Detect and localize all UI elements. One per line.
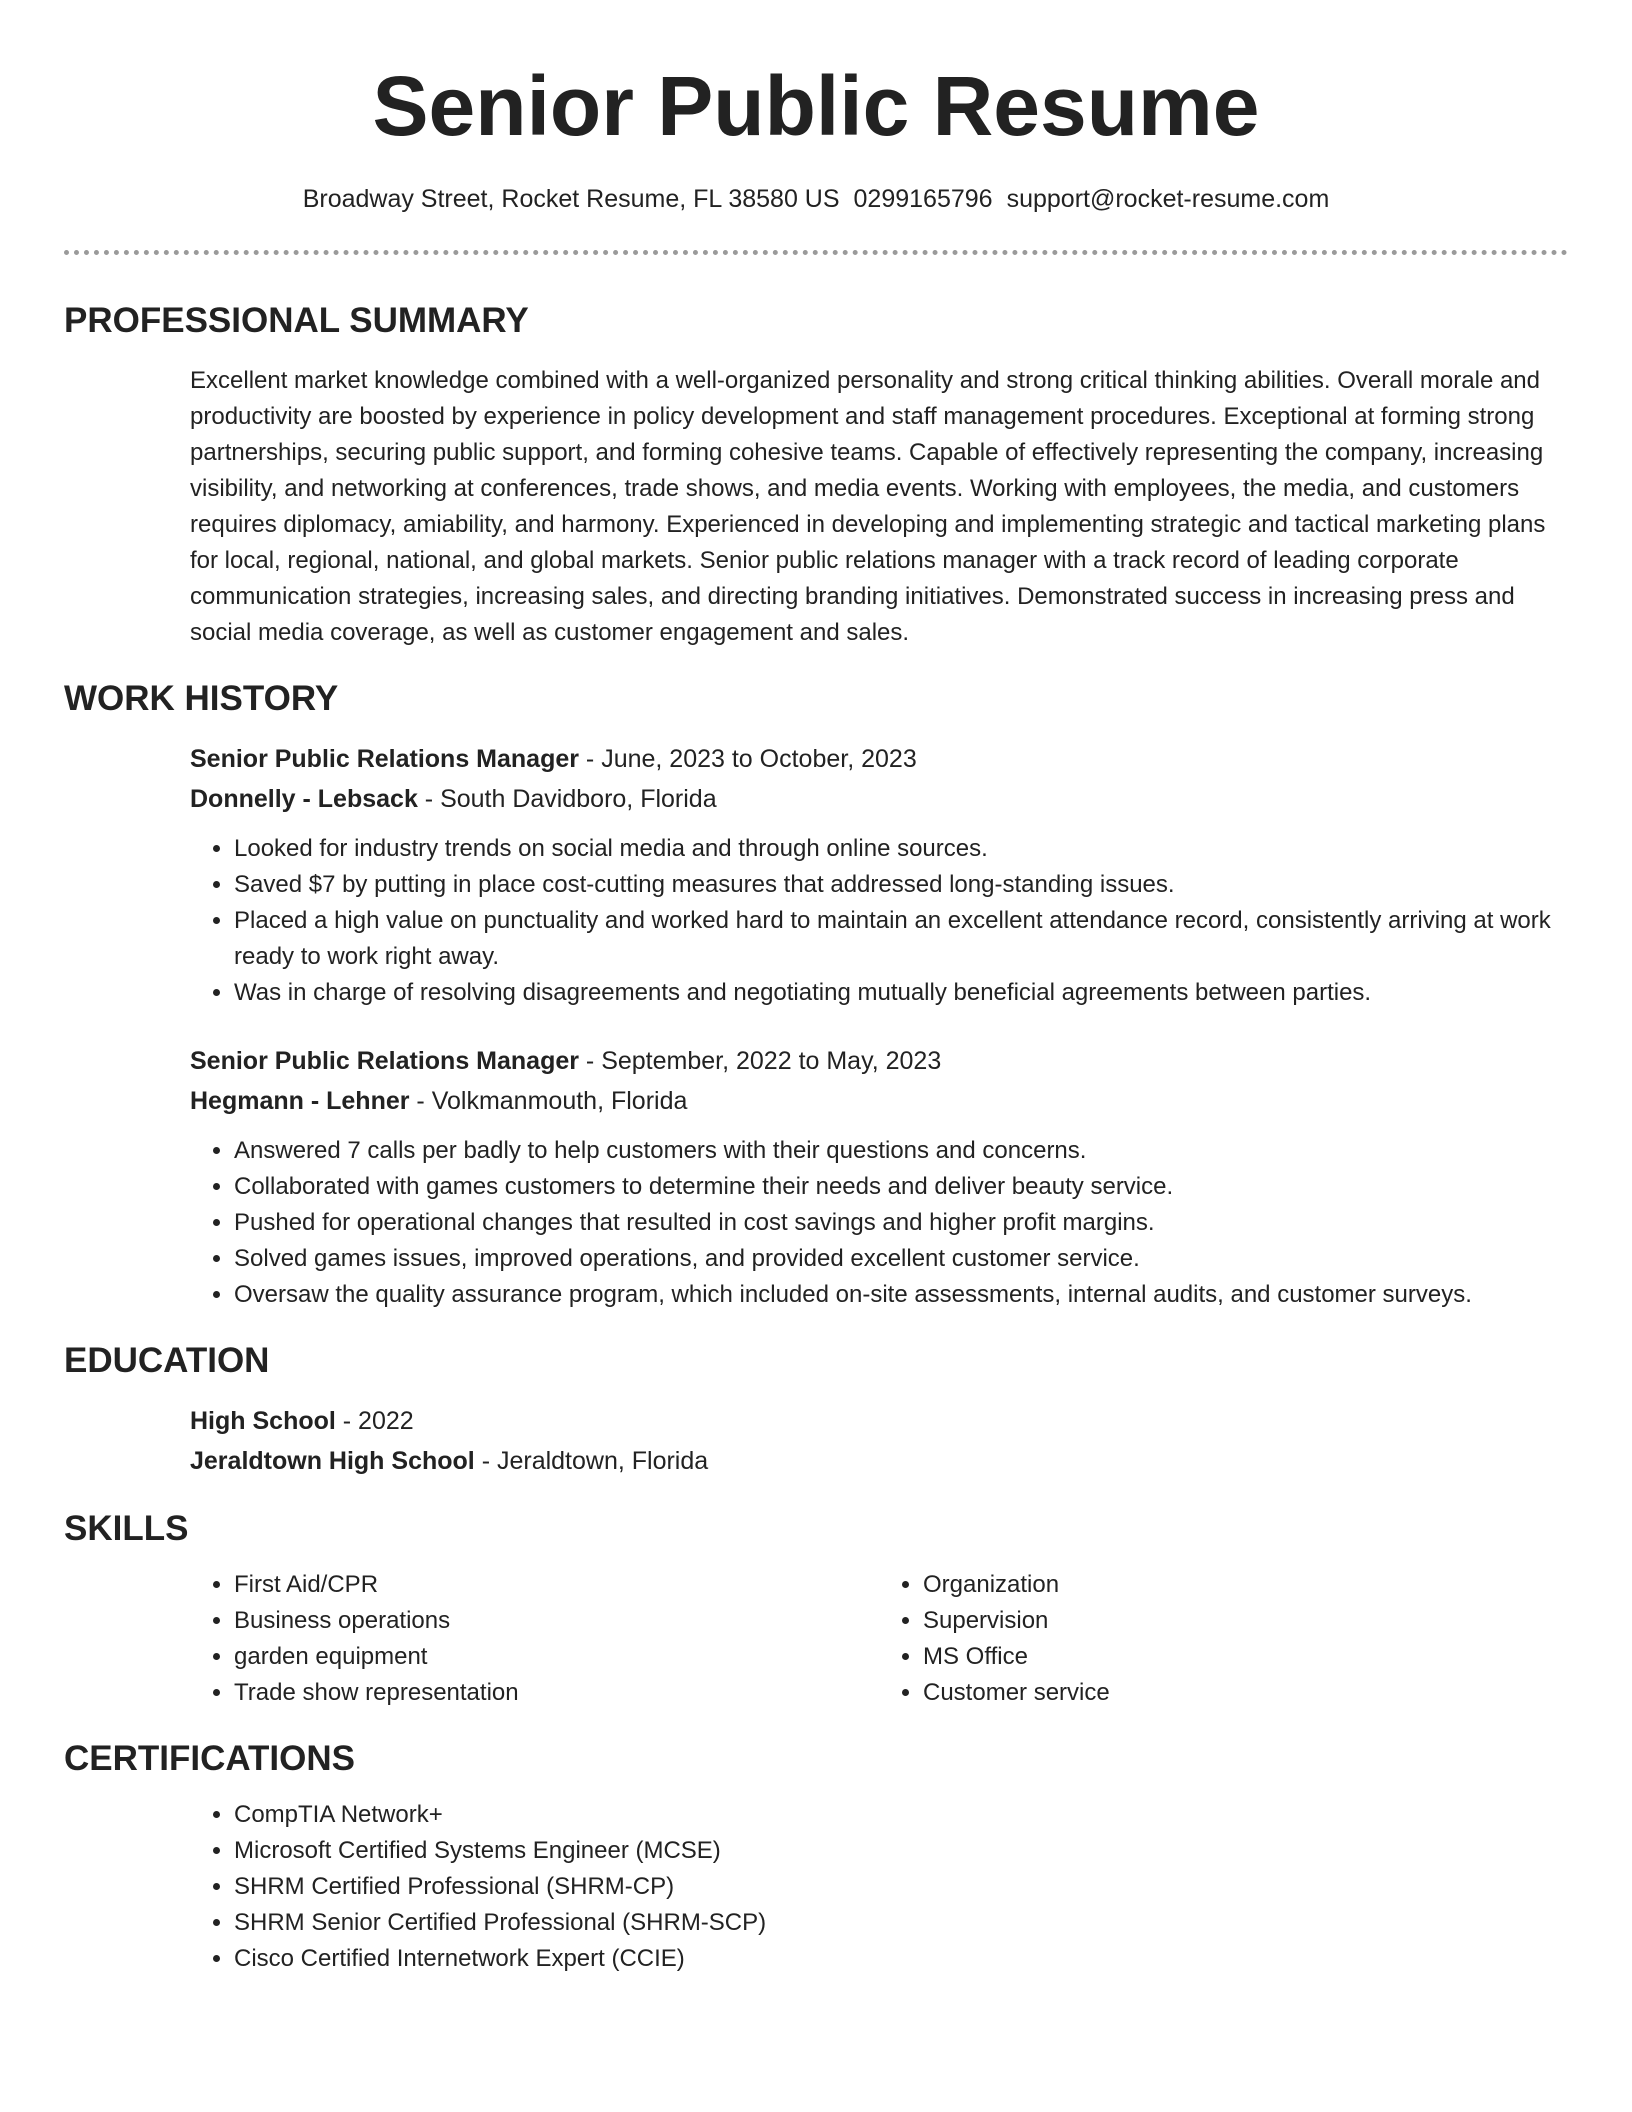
skill-item: • MS Office bbox=[923, 1639, 1568, 1675]
skill-item: • Business operations bbox=[234, 1603, 879, 1639]
certifications-section bbox=[64, 1737, 1568, 1977]
job-location: - South Davidboro, Florida bbox=[417, 785, 717, 813]
skill-item: • Supervision bbox=[923, 1603, 1568, 1639]
education-school-line bbox=[190, 1441, 1568, 1481]
summary-section bbox=[64, 299, 1568, 651]
job-title-line bbox=[190, 739, 1568, 779]
skills-section bbox=[64, 1507, 1568, 1711]
education-location: - Jeraldtown, Florida bbox=[474, 1447, 709, 1475]
skill-item: • Customer service bbox=[923, 1675, 1568, 1711]
certification-item: • CompTIA Network+ bbox=[234, 1797, 1568, 1833]
certifications-list bbox=[190, 1797, 1568, 1977]
job-entry bbox=[190, 739, 1568, 1011]
job-location: - Volkmanmouth, Florida bbox=[409, 1087, 688, 1115]
job-bullet: • Looked for industry trends on social media and through online sources. bbox=[234, 831, 1568, 867]
education-section bbox=[64, 1339, 1568, 1481]
job-bullet: • Saved $7 by putting in place cost-cutting measures that addressed long-standing issues. bbox=[234, 867, 1568, 903]
job-dates: - June, 2023 to October, 2023 bbox=[578, 745, 917, 773]
education-heading: EDUCATION bbox=[64, 1341, 270, 1380]
job-bullet: • Answered 7 calls per badly to help customers with their questions and concerns. bbox=[234, 1133, 1568, 1169]
job-role: Senior Public Relations Manager bbox=[190, 745, 579, 773]
education-year: - 2022 bbox=[335, 1407, 414, 1435]
education-degree-line bbox=[190, 1401, 1568, 1441]
summary-text: Excellent market knowledge combined with a well-organized personality and strong critical thinking abilities. Overall morale and productivity are boosted by experience in policy development and staff management procedures. Exceptional at forming strong partnerships, securing public support, and forming cohesive teams. Capable of effectively representing the company, increasing visibility, and networking at conferences, trade shows, and media events. Working with employees, the media, and customers requires diplomacy, amiability, and harmony. Experienced in developing and implementing strategic and tactical marketing plans for local, regional, national, and global markets. Senior public relations manager with a track record of leading corporate communication strategies, increasing sales, and directing branding initiatives. Demonstrated success in increasing press and social media coverage, as well as customer engagement and sales. bbox=[190, 367, 1546, 646]
job-bullet: • Oversaw the quality assurance program, which included on-site assessments, internal audits, and customer surveys. bbox=[234, 1277, 1568, 1313]
job-role: Senior Public Relations Manager bbox=[190, 1047, 579, 1075]
skills-list-left bbox=[190, 1567, 879, 1711]
job-bullet: • Collaborated with games customers to determine their needs and deliver beauty service. bbox=[234, 1169, 1568, 1205]
summary-heading: PROFESSIONAL SUMMARY bbox=[64, 301, 529, 340]
resume-page bbox=[64, 0, 1568, 1977]
contact-phone: 0299165796 bbox=[853, 185, 993, 213]
contact-email: support@rocket-resume.com bbox=[1006, 185, 1330, 213]
job-dates: - September, 2022 to May, 2023 bbox=[578, 1047, 942, 1075]
job-bullets bbox=[190, 831, 1568, 1011]
skill-item: • garden equipment bbox=[234, 1639, 879, 1675]
header-divider bbox=[64, 250, 1568, 255]
skills-list-right bbox=[879, 1567, 1568, 1711]
skill-item: • Organization bbox=[923, 1567, 1568, 1603]
job-bullet: • Solved games issues, improved operations, and provided excellent customer service. bbox=[234, 1241, 1568, 1277]
certifications-heading: CERTIFICATIONS bbox=[64, 1739, 356, 1778]
education-degree: High School bbox=[190, 1407, 336, 1435]
work-section bbox=[64, 677, 1568, 1313]
certification-item: • SHRM Senior Certified Professional (SHRM-SCP) bbox=[234, 1905, 1568, 1941]
certification-item: • Microsoft Certified Systems Engineer (MCSE) bbox=[234, 1833, 1568, 1869]
job-bullet: • Was in charge of resolving disagreements and negotiating mutually beneficial agreements between parties. bbox=[234, 975, 1568, 1011]
certification-item: • SHRM Certified Professional (SHRM-CP) bbox=[234, 1869, 1568, 1905]
job-bullets bbox=[190, 1133, 1568, 1313]
work-heading: WORK HISTORY bbox=[64, 679, 339, 718]
job-entry bbox=[190, 1041, 1568, 1313]
job-bullet: • Pushed for operational changes that resulted in cost savings and higher profit margins. bbox=[234, 1205, 1568, 1241]
job-bullet: • Placed a high value on punctuality and worked hard to maintain an excellent attendance record, consistently arriving at work ready to work right away. bbox=[234, 903, 1568, 975]
certification-item: • Cisco Certified Internetwork Expert (CCIE) bbox=[234, 1941, 1568, 1977]
contact-line bbox=[64, 182, 1568, 216]
skill-item: • First Aid/CPR bbox=[234, 1567, 879, 1603]
skill-item: • Trade show representation bbox=[234, 1675, 879, 1711]
skills-heading: SKILLS bbox=[64, 1509, 189, 1548]
contact-address: Broadway Street, Rocket Resume, FL 38580 US bbox=[302, 185, 840, 213]
job-company-line bbox=[190, 1081, 1568, 1121]
job-company: Donnelly - Lebsack bbox=[190, 785, 418, 813]
education-school: Jeraldtown High School bbox=[190, 1447, 475, 1475]
job-company: Hegmann - Lehner bbox=[190, 1087, 410, 1115]
job-title-line bbox=[190, 1041, 1568, 1081]
resume-title: Senior Public Resume bbox=[372, 59, 1260, 153]
job-company-line bbox=[190, 779, 1568, 819]
skills-grid bbox=[190, 1567, 1568, 1711]
